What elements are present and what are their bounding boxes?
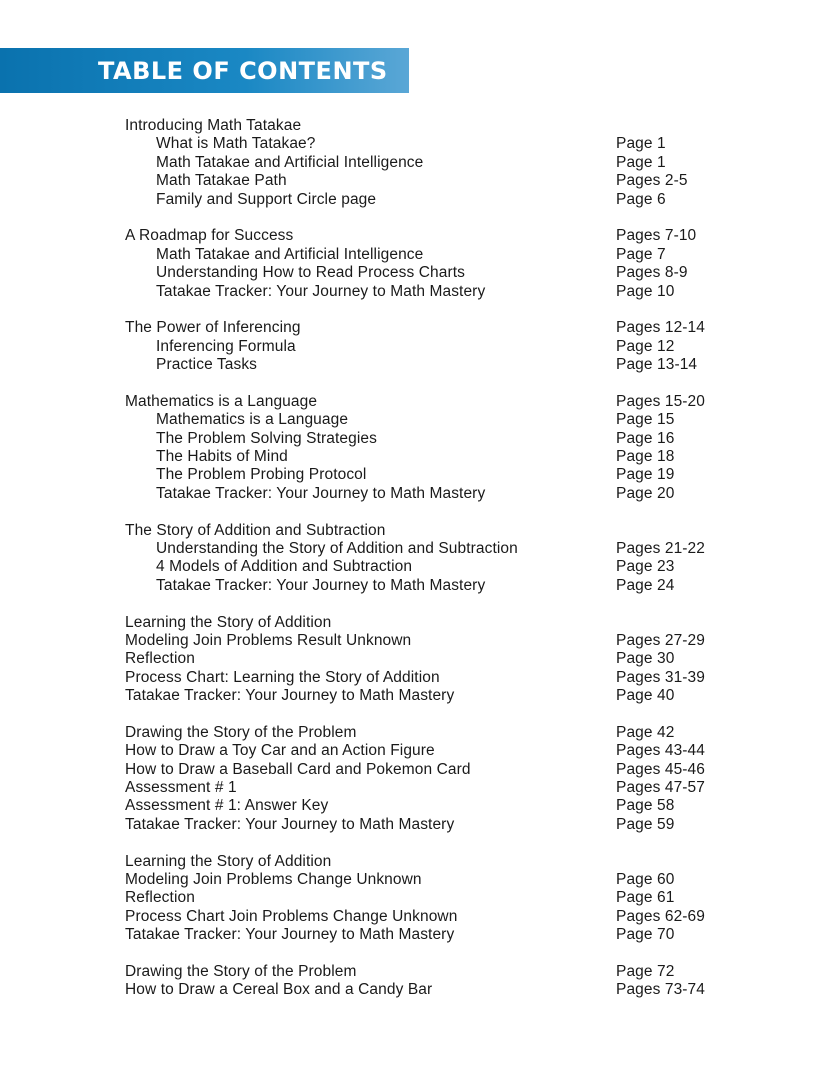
toc-entry-title: How to Draw a Toy Car and an Action Figure: [125, 742, 435, 760]
toc-entry[interactable]: [125, 797, 725, 815]
page-title: TABLE OF CONTENTS: [98, 57, 388, 85]
toc-entry-page: Pages 73-74: [616, 981, 705, 999]
toc-entry-title: Reflection: [125, 650, 195, 668]
toc-entry[interactable]: [125, 889, 725, 907]
toc-entry[interactable]: [125, 393, 725, 411]
toc-subentry[interactable]: [125, 246, 725, 264]
toc-entry-title: Family and Support Circle page: [156, 190, 377, 208]
toc-entry[interactable]: [125, 779, 725, 797]
toc-entry-page: Pages 47-57: [616, 779, 705, 797]
toc-subentry[interactable]: [125, 135, 725, 153]
toc-entry-title: Understanding the Story of Addition and Subtraction: [156, 539, 518, 557]
toc-entry-page: Pages 21-22: [616, 539, 705, 557]
toc-entry-page: Pages 62-69: [616, 907, 705, 925]
toc-entry-title: Tatakae Tracker: Your Journey to Math Mastery: [156, 576, 486, 594]
toc-entry[interactable]: [125, 926, 725, 944]
toc-entry-title: Inferencing Formula: [156, 337, 296, 355]
toc-subentry[interactable]: [125, 172, 725, 190]
toc-entry-page: Page 30: [616, 650, 675, 668]
toc-entry-page: Page 12: [616, 337, 675, 355]
toc-section: [125, 522, 725, 596]
toc-section: [125, 614, 725, 706]
toc-entry-title: Learning the Story of Addition: [125, 852, 332, 870]
toc-entry-title: The Problem Probing Protocol: [156, 466, 367, 484]
toc-entry-page: Page 6: [616, 190, 666, 208]
toc-subentry[interactable]: [125, 430, 725, 448]
toc-entry-page: Page 23: [616, 558, 675, 576]
toc-entry-title: Math Tatakae and Artificial Intelligence: [156, 245, 424, 263]
toc-entry-title: Introducing Math Tatakae: [125, 117, 302, 134]
toc-entry-title: Modeling Join Problems Change Unknown: [125, 871, 422, 889]
toc-entry-title: Tatakae Tracker: Your Journey to Math Mastery: [125, 926, 455, 944]
toc-entry-title: Mathematics is a Language: [156, 411, 349, 429]
toc-entry-page: Page 19: [616, 466, 675, 484]
toc-entry-page: Page 7: [616, 245, 666, 263]
toc-entry-page: Page 13-14: [616, 356, 698, 374]
toc-entry[interactable]: [125, 522, 725, 540]
toc-subentry[interactable]: [125, 356, 725, 374]
toc-entry-title: Assessment # 1: [125, 779, 237, 797]
toc-section: [125, 853, 725, 945]
toc-entry-title: Math Tatakae Path: [156, 172, 287, 190]
table-of-contents: [125, 117, 725, 1018]
toc-section: [125, 227, 725, 301]
toc-entry[interactable]: [125, 761, 725, 779]
toc-entry[interactable]: [125, 117, 725, 135]
toc-subentry[interactable]: [125, 154, 725, 172]
toc-entry-title: Reflection: [125, 889, 195, 907]
toc-entry-page: Page 1: [616, 153, 666, 171]
toc-entry-title: The Problem Solving Strategies: [156, 429, 377, 447]
toc-subentry[interactable]: [125, 338, 725, 356]
toc-entry[interactable]: [125, 227, 725, 245]
toc-entry-page: Pages 8-9: [616, 264, 688, 282]
toc-entry-title: Math Tatakae and Artificial Intelligence: [156, 153, 424, 171]
toc-entry[interactable]: [125, 816, 725, 834]
toc-entry-page: Pages 15-20: [616, 392, 705, 410]
toc-entry[interactable]: [125, 963, 725, 981]
toc-entry-title: Practice Tasks: [156, 356, 258, 374]
toc-entry-page: Pages 2-5: [616, 172, 688, 190]
toc-entry-page: Pages 43-44: [616, 742, 705, 760]
toc-entry-page: Pages 7-10: [616, 227, 697, 245]
toc-entry-title: Process Chart: Learning the Story of Addition: [125, 668, 440, 686]
toc-entry-page: Page 20: [616, 484, 675, 502]
toc-entry[interactable]: [125, 981, 725, 999]
toc-entry-title: Assessment # 1: Answer Key: [125, 797, 329, 815]
toc-section: [125, 724, 725, 834]
toc-entry-title: Process Chart Join Problems Change Unknown: [125, 907, 458, 925]
toc-subentry[interactable]: [125, 264, 725, 282]
toc-entry[interactable]: [125, 319, 725, 337]
toc-entry-page: Page 16: [616, 429, 675, 447]
toc-subentry[interactable]: [125, 411, 725, 429]
toc-section: [125, 319, 725, 374]
toc-entry-title: The Habits of Mind: [156, 448, 288, 466]
toc-entry-title: A Roadmap for Success: [125, 227, 294, 245]
toc-entry-page: Page 18: [616, 448, 675, 466]
toc-subentry[interactable]: [125, 485, 725, 503]
toc-section: [125, 393, 725, 503]
toc-entry-page: Page 1: [616, 135, 666, 153]
toc-entry-page: Pages 27-29: [616, 631, 705, 649]
toc-entry-page: Page 24: [616, 576, 675, 594]
toc-entry-title: Tatakae Tracker: Your Journey to Math Mastery: [156, 484, 486, 502]
toc-entry-page: Pages 31-39: [616, 668, 705, 686]
toc-entry-page: Page 15: [616, 411, 675, 429]
toc-entry-page: Page 70: [616, 926, 675, 944]
toc-entry-page: Page 42: [616, 723, 675, 741]
toc-entry-title: Learning the Story of Addition: [125, 613, 332, 631]
toc-entry-title: Drawing the Story of the Problem: [125, 723, 357, 741]
toc-entry-title: Modeling Join Problems Result Unknown: [125, 631, 412, 649]
toc-subentry[interactable]: [125, 448, 725, 466]
toc-entry-title: Mathematics is a Language: [125, 392, 318, 410]
toc-entry-title: How to Draw a Baseball Card and Pokemon Card: [125, 760, 471, 778]
toc-subentry[interactable]: [125, 466, 725, 484]
toc-entry[interactable]: [125, 632, 725, 650]
toc-entry-title: Tatakae Tracker: Your Journey to Math Mastery: [156, 282, 486, 300]
toc-entry-title: Drawing the Story of the Problem: [125, 962, 357, 980]
toc-entry[interactable]: [125, 742, 725, 760]
toc-entry-page: Page 59: [616, 815, 675, 833]
toc-section: [125, 117, 725, 209]
toc-entry-title: Understanding How to Read Process Charts: [156, 264, 465, 282]
toc-entry-title: What is Math Tatakae?: [156, 135, 316, 153]
toc-entry-page: Pages 45-46: [616, 760, 705, 778]
toc-subentry[interactable]: [125, 577, 725, 595]
toc-entry-title: The Story of Addition and Subtraction: [125, 521, 386, 539]
toc-entry-page: Page 10: [616, 282, 675, 300]
toc-entry-page: Pages 12-14: [616, 319, 705, 337]
toc-entry-title: The Power of Inferencing: [125, 319, 301, 337]
toc-subentry[interactable]: [125, 191, 725, 209]
toc-entry-page: Page 61: [616, 889, 675, 907]
toc-entry-title: How to Draw a Cereal Box and a Candy Bar: [125, 981, 433, 999]
toc-subentry[interactable]: [125, 283, 725, 301]
toc-entry[interactable]: [125, 614, 725, 632]
toc-entry-title: Tatakae Tracker: Your Journey to Math Mastery: [125, 815, 455, 833]
toc-entry-title: Tatakae Tracker: Your Journey to Math Mastery: [125, 687, 455, 705]
toc-entry-page: Page 58: [616, 797, 675, 815]
toc-entry-page: Page 72: [616, 962, 675, 980]
toc-section: [125, 963, 725, 1000]
toc-entry-page: Page 60: [616, 871, 675, 889]
toc-subentry[interactable]: [125, 558, 725, 576]
toc-entry-page: Page 40: [616, 687, 675, 705]
toc-subentry[interactable]: [125, 540, 725, 558]
toc-entry[interactable]: [125, 853, 725, 871]
toc-entry[interactable]: [125, 908, 725, 926]
toc-entry[interactable]: [125, 650, 725, 668]
toc-entry[interactable]: [125, 669, 725, 687]
toc-entry[interactable]: [125, 871, 725, 889]
toc-entry[interactable]: [125, 687, 725, 705]
toc-entry-title: 4 Models of Addition and Subtraction: [156, 558, 413, 576]
toc-entry[interactable]: [125, 724, 725, 742]
